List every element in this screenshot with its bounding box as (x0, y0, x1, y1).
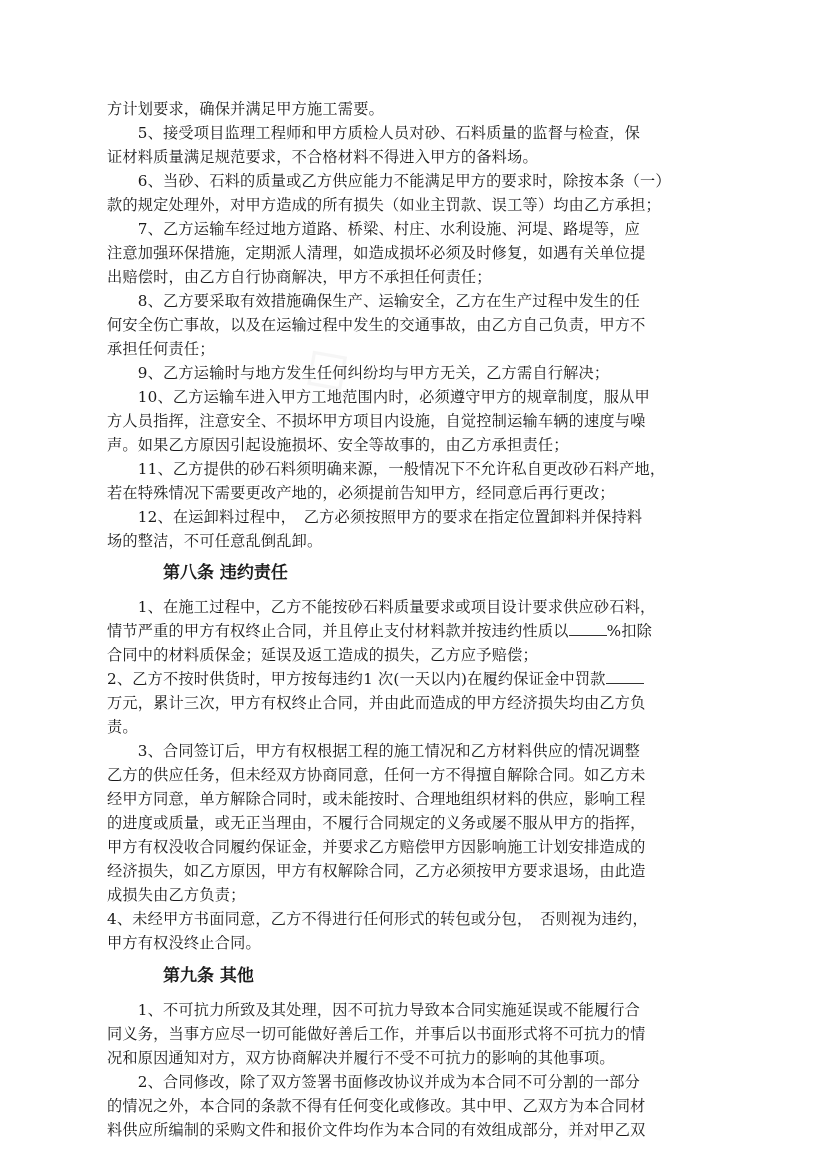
text-line: 11、乙方提供的砂石料须明确来源，一般情况下不允许私自更改砂石料产地， (107, 460, 666, 478)
text-line: 的进度或质量，或无正当理由，不履行合同规定的义务或屡不服从甲方的指挥， (107, 814, 646, 832)
text-line: 3、合同签订后，甲方有权根据工程的施工情况和乙方材料供应的情况调整 (107, 742, 641, 760)
text-line: 证材料质量满足规范要求，不合格材料不得进入甲方的备料场。 (107, 148, 538, 166)
text-line: 方人员指挥，注意安全、不损坏甲方项目内设施，自觉控制运输车辆的速度与噪 (107, 412, 646, 430)
text-line: 料供应所编制的采购文件和报价文件均作为本合同的有效组成部分，并对甲乙双 (107, 1121, 646, 1139)
text-line: 出赔偿时，由乙方自行协商解决，甲方不承担任何责任； (107, 268, 492, 286)
text-line: 承担任何责任； (107, 340, 215, 358)
text-line: 6、当砂、石料的质量或乙方供应能力不能满足甲方的要求时，除按本条（一） (107, 172, 671, 190)
text-segment: %扣除 (606, 622, 653, 640)
text-line: 1、不可抗力所致及其处理，因不可抗力导致本合同实施延误或不能履行合 (107, 1001, 641, 1019)
text-line: 注意加强环保措施，定期派人清理，如造成损坏必须及时修复，如遇有关单位提 (107, 244, 646, 262)
text-line: 的情况之外，本合同的条款不得有任何变化或修改。其中甲、乙双方为本合同材 (107, 1097, 646, 1115)
text-line: 12、在运卸料过程中， 乙方必须按照甲方的要求在指定位置卸料并保持料 (107, 508, 643, 526)
text-line: 若在特殊情况下需要更改产地的，必须提前告知甲方，经同意后再行更改； (107, 484, 615, 502)
text-line: 声。如果乙方原因引起设施损坏、安全等故事的，由乙方承担责任； (107, 436, 569, 454)
section-heading-9: 第九条 其他 (163, 966, 254, 986)
text-segment: 情节严重的甲方有权终止合同，并且停止支付材料款并按违约性质以 (107, 622, 569, 640)
text-line: 甲方有权没终止合同。 (107, 934, 261, 952)
text-line: 8、乙方要采取有效措施确保生产、运输安全，乙方在生产过程中发生的任 (107, 292, 641, 310)
text-line: 责。 (107, 718, 138, 736)
text-line: 万元，累计三次，甲方有权终止合同，并由此而造成的甲方经济损失均由乙方负 (107, 694, 646, 712)
text-segment: 2、乙方不按时供货时，甲方按每违约1 次(一天以内)在履约保证金中罚款 (107, 670, 606, 688)
text-line: 款的规定处理外，对甲方造成的所有损失（如业主罚款、误工等）均由乙方承担； (107, 196, 661, 214)
text-line (107, 619, 652, 643)
text-line: 方计划要求，确保并满足甲方施工需要。 (107, 100, 384, 118)
text-line: 10、乙方运输车进入甲方工地范围内时，必须遵守甲方的规章制度，服从甲 (107, 388, 650, 406)
section-heading-8: 第八条 违约责任 (163, 563, 288, 583)
text-line: 9、乙方运输时与地方发生任何纠纷均与甲方无关，乙方需自行解决； (107, 364, 610, 382)
text-line: 甲方有权没收合同履约保证金，并要求乙方赔偿甲方因影响施工计划安排造成的 (107, 838, 646, 856)
text-line: 经甲方同意，单方解除合同时，或未能按时、合理地组织材料的供应，影响工程 (107, 790, 646, 808)
text-line: 乙方的供应任务，但未经双方协商同意，任何一方不得擅自解除合同。如乙方未 (107, 766, 646, 784)
text-line: 7、乙方运输车经过地方道路、桥梁、村庄、水利设施、河堤、路堤等，应 (107, 220, 641, 238)
text-line: 何安全伤亡事故，以及在运输过程中发生的交通事故，由乙方自己负责，甲方不 (107, 316, 646, 334)
text-line: 经济损失，如乙方原因，甲方有权解除合同，乙方必须按甲方要求退场，由此造 (107, 862, 646, 880)
text-line: 场的整洁，不可任意乱倒乱卸。 (107, 532, 323, 550)
text-line: 2、合同修改，除了双方签署书面修改协议并成为本合同不可分割的一部分 (107, 1073, 641, 1091)
text-line: 况和原因通知对方，双方协商解决并履行不受不可抗力的影响的其他事项。 (107, 1049, 615, 1067)
text-line: 4、未经甲方书面同意，乙方不得进行任何形式的转包或分包， 否则视为违约， (107, 910, 648, 928)
text-line: 同义务，当事方应尽一切可能做好善后工作，并事后以书面形式将不可抗力的情 (107, 1025, 646, 1043)
text-line: 5、接受项目监理工程师和甲方质检人员对砂、石料质量的监督与检查，保 (107, 124, 641, 142)
text-line: 合同中的材料质保金；延误及返工造成的损失，乙方应予赔偿； (107, 646, 538, 664)
fill-blank (606, 671, 644, 684)
text-line: 1、在施工过程中，乙方不能按砂石料质量要求或项目设计要求供应砂石料， (107, 598, 656, 616)
fill-blank (569, 623, 607, 636)
text-line: 成损失由乙方负责； (107, 886, 246, 904)
text-line (107, 667, 644, 691)
